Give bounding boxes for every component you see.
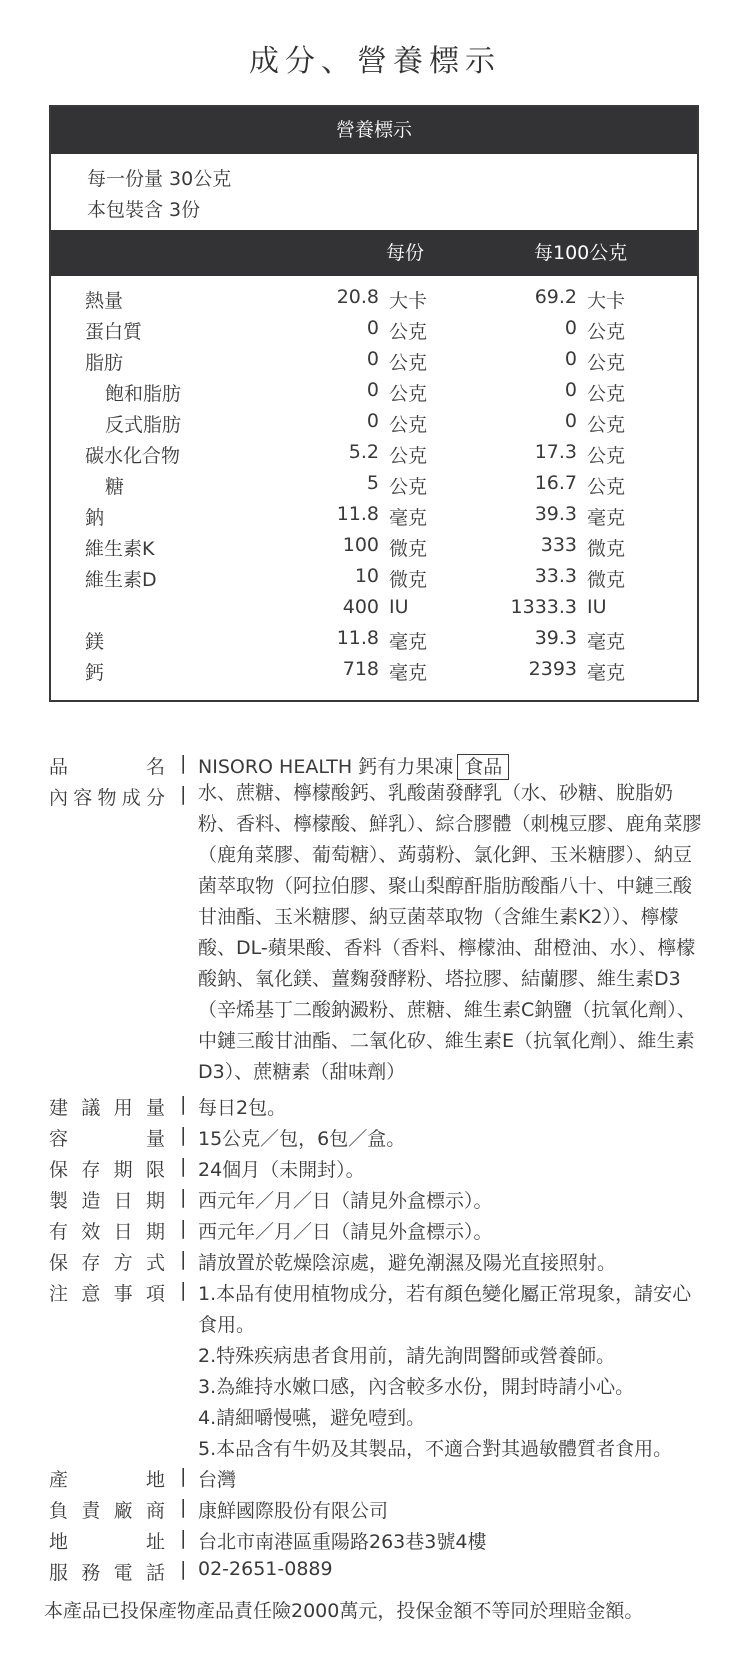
per-100g-value: 17.3: [534, 441, 577, 463]
company-value: 康鮮國際股份有限公司: [198, 1500, 389, 1522]
exp-date-value: 西元年／月／日（請見外盒標示）。: [198, 1221, 493, 1243]
per-100g-value: 2393: [528, 658, 577, 680]
note-1-continued: 食用。: [198, 1314, 256, 1336]
storage-value: 請放置於乾燥陰涼處，避免潮濕及陽光直接照射。: [198, 1252, 617, 1274]
phone-value: 02-2651-0889: [198, 1558, 333, 1580]
per-serving-unit: 微克: [389, 569, 428, 591]
shelf-life-value: 24個月（未開封）。: [198, 1159, 365, 1181]
exp-date-label: 有效日期: [49, 1221, 165, 1243]
per-100g-value: 333: [540, 534, 577, 556]
address-value: 台北市南港區重陽路263巷3號4樓: [198, 1531, 487, 1553]
separator: |: [180, 1217, 187, 1239]
note-2: 2.特殊疾病患者食用前，請先詢問醫師或營養師。: [198, 1345, 616, 1367]
separator: |: [180, 783, 187, 805]
nutrition-row: [51, 286, 697, 317]
per-serving-unit: 毫克: [389, 631, 428, 653]
col-per-serving: 每份: [386, 242, 425, 264]
shelf-life-label: 保存期限: [49, 1159, 165, 1181]
per-serving-value: 5.2: [348, 441, 379, 463]
nutrition-row: [51, 627, 697, 658]
note-4: 4.請細嚼慢嚥，避免噎到。: [198, 1407, 426, 1429]
per-serving-unit: 公克: [389, 352, 428, 374]
nutrition-column-header: [51, 230, 697, 276]
usage-value: 每日2包。: [198, 1097, 287, 1119]
nutrition-row: [51, 348, 697, 379]
separator: |: [180, 1248, 187, 1270]
nutrition-row: [51, 379, 697, 410]
nutrition-row: [51, 565, 697, 596]
separator: |: [180, 1155, 187, 1177]
per-serving-unit: 公克: [389, 414, 428, 436]
per-serving-unit: IU: [389, 596, 409, 618]
nutrition-table: [49, 105, 699, 702]
mfg-date-label: 製造日期: [49, 1190, 165, 1212]
notes-label: 注意事項: [49, 1283, 165, 1305]
nutrition-row: [51, 534, 697, 565]
nutrient-name: 鈉: [85, 507, 105, 529]
company-label: 負責廠商: [49, 1500, 165, 1522]
nutrient-name: 脂肪: [85, 352, 124, 374]
per-100g-value: 1333.3: [510, 596, 577, 618]
nutrient-name: 碳水化合物: [85, 445, 181, 467]
per-serving-value: 0: [366, 317, 379, 339]
separator: |: [180, 1496, 187, 1518]
per-100g-unit: 公克: [587, 476, 626, 498]
address-label: 地址: [49, 1531, 165, 1553]
per-100g-unit: 毫克: [587, 662, 626, 684]
per-100g-value: 0: [564, 410, 577, 432]
per-100g-unit: 公克: [587, 383, 626, 405]
per-serving-value: 0: [366, 348, 379, 370]
per-100g-value: 69.2: [534, 286, 577, 308]
per-serving-unit: 公克: [389, 383, 428, 405]
nutrition-row: [51, 503, 697, 534]
nutrient-name: 鎂: [85, 631, 105, 653]
ingredients-value: 水、蔗糖、檸檬酸鈣、乳酸菌發酵乳（水、砂糖、脫脂奶粉、香料、檸檬酸、鮮乳）、綜合膠體（刺槐豆膠、鹿角菜膠（鹿角菜膠、葡萄糖）、蒟蒻粉、氯化鉀、玉米糖膠）、納豆菌萃取物（阿拉伯膠、聚山梨醇酐脂肪酸酯八十、中鏈三酸甘油酯、玉米糖膠、納豆菌萃取物（含維生素K2））、檸檬酸、DL-蘋果酸、香料（香料、檸檬油、甜橙油、水）、檸檬酸鈉、氧化鎂、薑麴發酵粉、塔拉膠、結蘭膠、維生素D3（辛烯基丁二酸鈉澱粉、蔗糖、維生素C鈉鹽（抗氧化劑）、中鏈三酸甘油酯、二氧化矽、維生素E（抗氧化劑）、維生素D3）、蔗糖素（甜味劑）: [198, 782, 702, 1083]
separator: |: [180, 752, 187, 774]
nutrition-row: [51, 441, 697, 472]
per-serving-value: 11.8: [336, 627, 379, 649]
product-name-label: 品名: [49, 756, 165, 778]
separator: |: [180, 1558, 187, 1580]
nutrition-row: [51, 410, 697, 441]
col-per-100g: 每100公克: [534, 242, 628, 264]
per-serving-unit: 毫克: [389, 662, 428, 684]
note-1: 1.本品有使用植物成分，若有顏色變化屬正常現象，請安心: [198, 1283, 692, 1305]
per-serving-unit: 公克: [389, 321, 428, 343]
separator: |: [180, 1124, 187, 1146]
insurance-note: 本產品已投保產物產品責任險2000萬元，投保金額不等同於理賠金額。: [44, 1600, 644, 1622]
per-100g-unit: 微克: [587, 538, 626, 560]
per-100g-value: 0: [564, 379, 577, 401]
per-100g-value: 39.3: [534, 627, 577, 649]
per-100g-value: 16.7: [534, 472, 577, 494]
product-name: NISORO HEALTH 鈣有力果凍: [198, 756, 454, 778]
per-serving-unit: 公克: [389, 445, 428, 467]
nutrient-name: 熱量: [85, 290, 124, 312]
per-100g-value: 39.3: [534, 503, 577, 525]
nutrition-row: [51, 658, 697, 689]
per-100g-unit: 大卡: [587, 290, 626, 312]
nutrient-name: 維生素D: [85, 569, 157, 591]
nutrient-name: 蛋白質: [85, 321, 143, 343]
food-tag: 食品: [457, 754, 509, 780]
nutrition-row: [51, 317, 697, 348]
volume-value: 15公克／包，6包／盒。: [198, 1128, 406, 1150]
per-100g-value: 33.3: [534, 565, 577, 587]
nutrition-row: [51, 596, 697, 627]
nutrient-name: 鈣: [85, 662, 105, 684]
per-serving-unit: 公克: [389, 476, 428, 498]
note-3: 3.為維持水嫩口感，內含較多水份，開封時請小心。: [198, 1376, 635, 1398]
separator: |: [180, 1279, 187, 1301]
nutrient-name: 糖: [105, 476, 125, 498]
per-100g-unit: 毫克: [587, 507, 626, 529]
separator: |: [180, 1186, 187, 1208]
per-100g-unit: 毫克: [587, 631, 626, 653]
nutrient-name: 反式脂肪: [105, 414, 182, 436]
nutrition-header: 營養標示: [51, 107, 697, 154]
per-serving-value: 400: [342, 596, 379, 618]
per-serving-value: 5: [366, 472, 379, 494]
mfg-date-value: 西元年／月／日（請見外盒標示）。: [198, 1190, 493, 1212]
per-100g-unit: 公克: [587, 445, 626, 467]
volume-label: 容量: [49, 1128, 165, 1150]
nutrient-name: 飽和脂肪: [105, 383, 182, 405]
per-serving-unit: 微克: [389, 538, 428, 560]
per-serving-unit: 毫克: [389, 507, 428, 529]
servings-per-pack: 本包裝含 3份: [87, 199, 201, 221]
per-serving-unit: 大卡: [389, 290, 428, 312]
per-serving-value: 10: [354, 565, 379, 587]
page-title: 成分、營養標示: [249, 44, 501, 79]
storage-label: 保存方式: [49, 1252, 165, 1274]
phone-label: 服務電話: [49, 1562, 165, 1584]
ingredients-label: 內容物成分: [49, 787, 165, 809]
per-serving-value: 20.8: [336, 286, 379, 308]
usage-label: 建議用量: [49, 1097, 165, 1119]
per-100g-value: 0: [564, 317, 577, 339]
note-5: 5.本品含有牛奶及其製品，不適合對其過敏體質者食用。: [198, 1438, 673, 1460]
product-name-value: [198, 752, 703, 780]
per-100g-unit: 微克: [587, 569, 626, 591]
per-serving-value: 11.8: [336, 503, 379, 525]
per-serving-value: 0: [366, 410, 379, 432]
separator: |: [180, 1093, 187, 1115]
origin-label: 產地: [49, 1469, 165, 1491]
origin-value: 台灣: [198, 1469, 237, 1491]
separator: |: [180, 1527, 187, 1549]
per-100g-unit: 公克: [587, 414, 626, 436]
per-serving-value: 718: [342, 658, 379, 680]
nutrition-row: [51, 472, 697, 503]
per-100g-value: 0: [564, 348, 577, 370]
per-100g-unit: 公克: [587, 352, 626, 374]
nutrient-name: 維生素K: [85, 538, 155, 560]
per-serving-value: 0: [366, 379, 379, 401]
per-100g-unit: 公克: [587, 321, 626, 343]
per-serving-value: 100: [342, 534, 379, 556]
per-100g-unit: IU: [587, 596, 607, 618]
serving-size: 每一份量 30公克: [87, 168, 232, 190]
separator: |: [180, 1465, 187, 1487]
